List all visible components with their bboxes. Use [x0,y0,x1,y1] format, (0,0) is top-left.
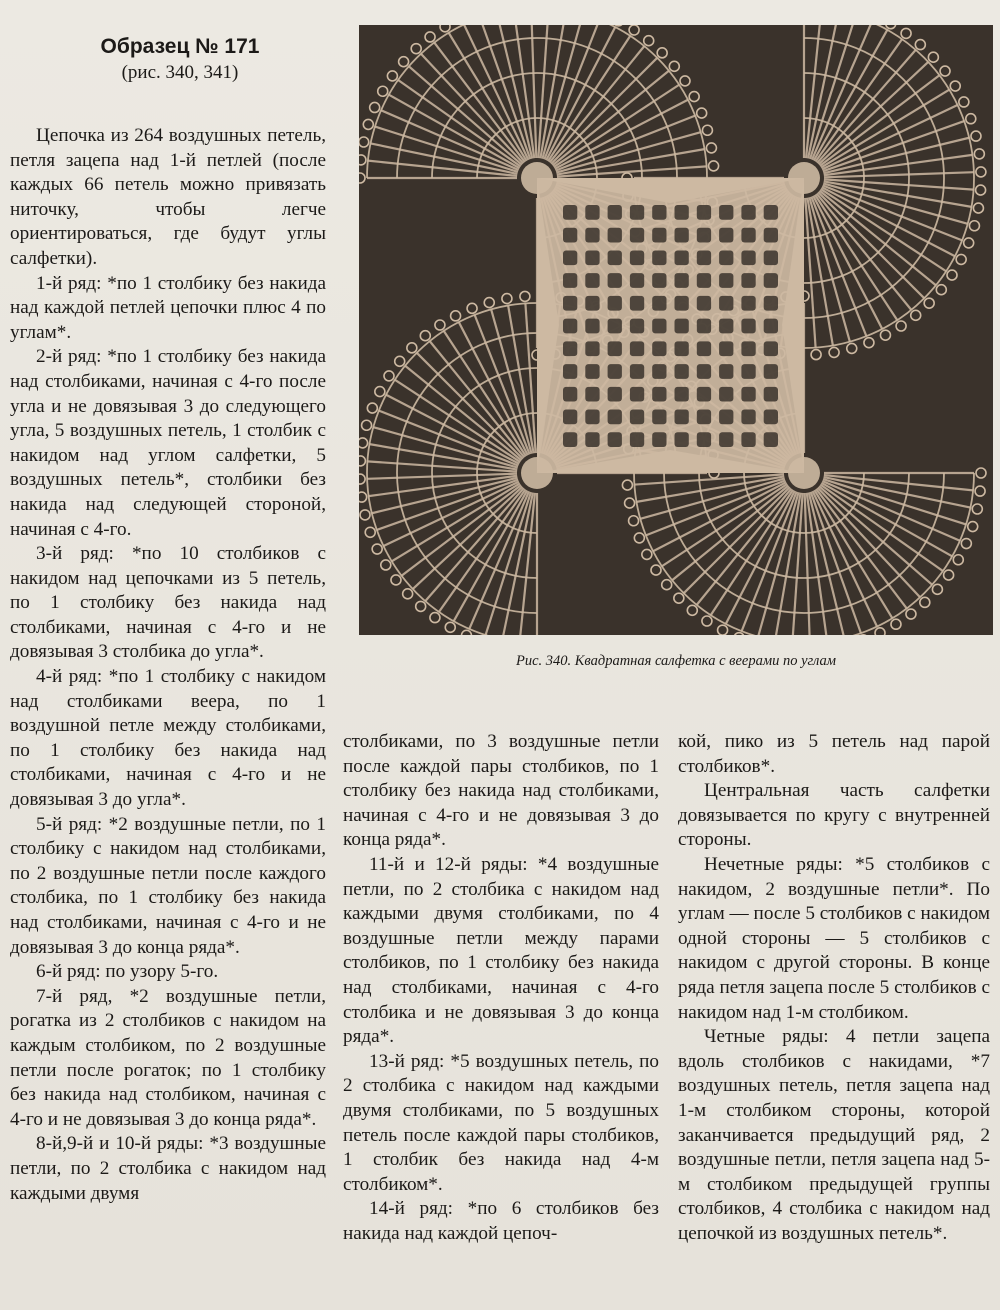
doily-photo [359,25,993,635]
mesh-hole [697,205,711,220]
mesh-hole [563,273,577,288]
mesh-hole [719,250,733,265]
mesh-hole [608,205,622,220]
mesh-hole [697,228,711,243]
row-3-instructions: 3-й ряд: *по 10 столбиков с накидом над цепочками из 5 петель, по 1 столбику без накида над столбиками, начиная с 4-го и не довязывая 3 столбика до угла*. [10,543,326,663]
mesh-hole [697,296,711,311]
mesh-hole [652,410,666,425]
mesh-hole [675,319,689,334]
mesh-hole [719,228,733,243]
mesh-hole [608,228,622,243]
mesh-hole [764,341,778,356]
pattern-title: Образец № 171 [100,35,260,58]
mesh-hole [741,364,755,379]
mesh-hole [563,296,577,311]
mesh-hole [585,273,599,288]
odd-rows-instructions: Нечетные ряды: *5 столбиков с накидом, 2 воздушные петли*. По углам — после 5 столбиков с накидом одной стороны — 5 столбиков с накидом с другой стороны. В конце ряда петля зацепа после 5 столбиков с накидом над 1-м столбиком. [678,853,990,1023]
mesh-hole [608,364,622,379]
pattern-header [40,34,320,86]
mesh-hole [741,273,755,288]
mesh-hole [675,250,689,265]
mesh-hole [608,341,622,356]
text-column-3 [678,730,990,1246]
mesh-hole [585,341,599,356]
mesh-hole [585,364,599,379]
mesh-hole [764,205,778,220]
mesh-hole [675,432,689,447]
mesh-hole [697,432,711,447]
mesh-hole [630,273,644,288]
mesh-hole [652,205,666,220]
mesh-hole [563,250,577,265]
mesh-hole [630,228,644,243]
row-5-instructions: 5-й ряд: *2 воздушные петли, по 1 столбику с накидом над столбиками, по 2 воздушные петли после каждого столбика, по 1 столбику без накида над столбиками, начиная с 4-го и не довязывая 3 до конца ряда*. [10,813,326,958]
mesh-hole [563,410,577,425]
mesh-hole [652,296,666,311]
mesh-hole [697,319,711,334]
mesh-hole [719,410,733,425]
mesh-hole [563,387,577,402]
mesh-hole [630,205,644,220]
row-13-instructions: 13-й ряд: *5 воздушных петель, по 2 столбика с накидом над каждыми двумя столбиками, по 5 воздушных петель после каждой пары столбиков, 1 столбик без накида над 4-м столбиком*. [343,1050,659,1195]
mesh-hole [719,387,733,402]
mesh-hole [563,319,577,334]
row-4-instructions: 4-й ряд: *по 1 столбику с накидом над столбиками веера, по 1 воздушной петле между столбиками, по 1 столбику без накида над столбиками, начиная с 4-го и не довязывая 3 до угла*. [10,666,326,811]
mesh-hole [585,410,599,425]
mesh-hole [719,273,733,288]
intro-paragraph: Цепочка из 264 воздушных петель, петля зацепа над 1-й петлей (после каждых 66 петель можно привязать ниточку, чтобы легче ориентироваться, где будут углы салфетки). [10,125,326,269]
mesh-hole [741,250,755,265]
figure-caption: Рис. 340. Квадратная салфетка с веерами по углам [516,653,836,669]
mesh-hole [675,273,689,288]
mesh-hole [764,387,778,402]
mesh-hole [675,205,689,220]
mesh-hole [741,387,755,402]
mesh-hole [719,319,733,334]
mesh-hole [630,319,644,334]
mesh-hole [764,432,778,447]
mesh-hole [675,364,689,379]
mesh-hole [741,228,755,243]
row-7-instructions: 7-й ряд, *2 воздушные петли, рогатка из 2 столбиков с накидом на каждым столбиком, по 2 воздушные петли после рогаток; по 1 столбику без накида над столбиком, начиная с 4-го и не довязывая 3 до конца ряда*. [10,985,326,1130]
mesh-hole [563,205,577,220]
mesh-hole [652,250,666,265]
mesh-hole [764,364,778,379]
mesh-hole [563,364,577,379]
row-1-instructions: 1-й ряд: *по 1 столбику без накида над каждой петлей цепочки плюс 4 по углам*. [10,272,326,343]
center-part-intro: Центральная часть салфетки довязывается по кругу с внутренней стороны. [678,780,990,851]
doily-illustration [359,25,993,635]
mesh-hole [585,228,599,243]
mesh-hole [764,250,778,265]
mesh-hole [697,387,711,402]
text-column-2 [343,730,659,1246]
mesh-hole [652,341,666,356]
row-14-continued: кой, пико из 5 петель над парой столбиков*. [678,731,990,777]
mesh-hole [675,341,689,356]
mesh-hole [652,228,666,243]
mesh-hole [741,296,755,311]
mesh-hole [608,410,622,425]
row-2-instructions: 2-й ряд: *по 1 столбику без накида над столбиками, начиная с 4-го после угла и не довязывая 3 до следующего угла, 5 воздушных петель, 1 столбик с накидом над углом салфетки, 5 воздушных петель*, столбики без накида над следующей стороной, начиная с 4-го. [10,346,326,540]
mesh-hole [585,205,599,220]
mesh-hole [675,296,689,311]
mesh-hole [741,319,755,334]
mesh-hole [630,341,644,356]
mesh-hole [741,410,755,425]
mesh-hole [741,432,755,447]
even-rows-instructions: Четные ряды: 4 петли зацепа вдоль столбиков с накидами, *7 воздушных петель, петля зацепа над 1-м столбиком стороны, которой заканчивается предыдущий ряд, 2 воздушные петли, петля зацепа над 5-м столбиком предыдущей группы столбиков, 4 столбика с накидом над цепочкой из воздушных петель*. [678,1026,990,1244]
mesh-hole [697,410,711,425]
mesh-hole [719,364,733,379]
mesh-hole [563,432,577,447]
mesh-hole [630,410,644,425]
mesh-hole [652,319,666,334]
mesh-hole [652,432,666,447]
mesh-hole [697,273,711,288]
mesh-hole [675,410,689,425]
mesh-hole [652,387,666,402]
mesh-hole [719,296,733,311]
rows-8-10-continued: столбиками, по 3 воздушные петли после каждой пары столбиков, по 1 столбику без накида над столбиками, начиная с 4-го и не довязывая 3 до конца ряда*. [343,731,659,851]
mesh-hole [630,387,644,402]
mesh-hole [719,341,733,356]
mesh-hole [608,250,622,265]
mesh-hole [608,296,622,311]
mesh-hole [630,296,644,311]
mesh-hole [652,364,666,379]
mesh-hole [585,250,599,265]
mesh-hole [608,387,622,402]
mesh-hole [675,387,689,402]
mesh-hole [630,432,644,447]
row-14-instructions: 14-й ряд: *по 6 столбиков без накида над каждой цепоч- [343,1198,659,1244]
mesh-hole [585,432,599,447]
mesh-hole [719,432,733,447]
mesh-hole [764,296,778,311]
mesh-hole [741,341,755,356]
mesh-hole [608,319,622,334]
mesh-hole [608,273,622,288]
mesh-hole [652,273,666,288]
mesh-hole [741,205,755,220]
mesh-hole [608,432,622,447]
rows-8-10-instructions: 8-й,9-й и 10-й ряды: *3 воздушные петли, по 2 столбика с накидом над каждыми двумя [10,1133,326,1204]
rows-11-12-instructions: 11-й и 12-й ряды: *4 воздушные петли, по 2 столбика с накидом над каждыми двумя столбиками, по 4 воздушные петли между парами столбиков, по 1 столбику без накида над столбиками, начиная с 4-го столбика и не довязывая 3 до конца ряда*. [343,853,659,1048]
mesh-hole [563,341,577,356]
mesh-hole [764,228,778,243]
mesh-hole [585,387,599,402]
figure-reference: (рис. 340, 341) [121,62,239,83]
mesh-hole [675,228,689,243]
mesh-hole [697,341,711,356]
mesh-hole [764,273,778,288]
row-6-instructions: 6-й ряд: по узору 5-го. [36,961,219,983]
mesh-hole [697,250,711,265]
mesh-hole [630,364,644,379]
mesh-hole [764,410,778,425]
mesh-hole [585,296,599,311]
mesh-hole [764,319,778,334]
mesh-hole [563,228,577,243]
mesh-hole [697,364,711,379]
mesh-hole [719,205,733,220]
mesh-hole [585,319,599,334]
mesh-hole [630,250,644,265]
text-column-1 [10,124,326,1206]
